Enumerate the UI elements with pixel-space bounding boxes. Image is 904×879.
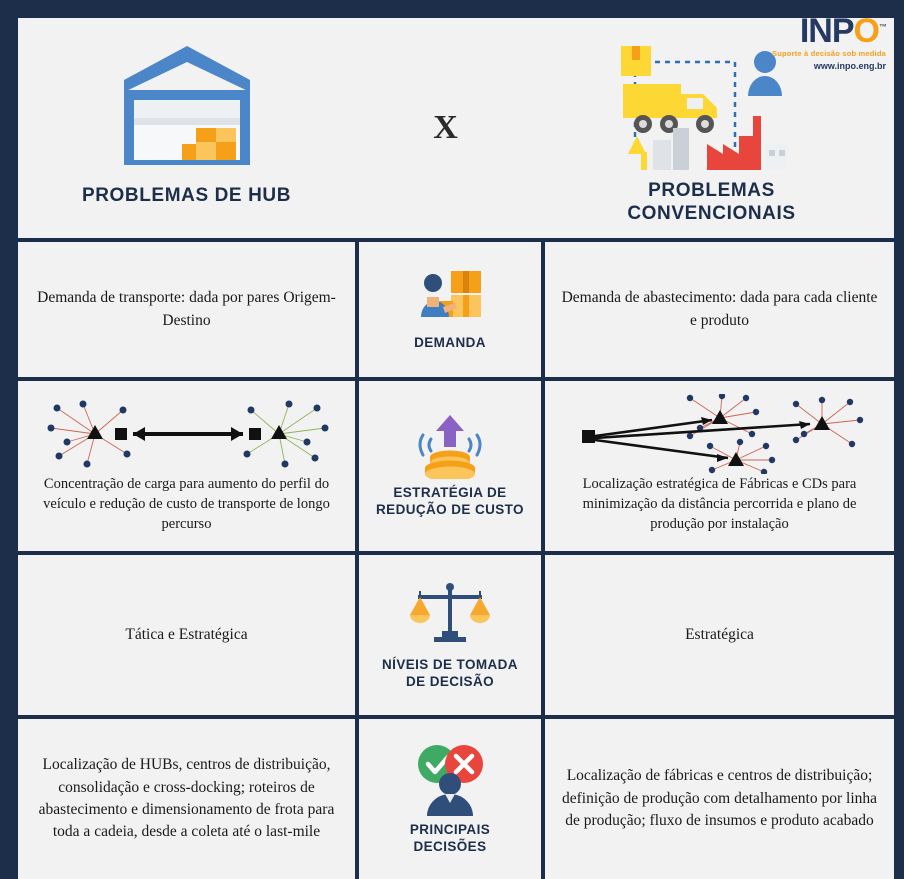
cell-hub-decisoes [18, 719, 355, 879]
hub-niveis-text: Tática e Estratégica [125, 625, 248, 643]
header-right-title [627, 180, 795, 226]
cell-hub-estrategia [18, 381, 355, 551]
criterion-label-decisoes [410, 822, 490, 856]
conv-decisoes-text: Localização de fábricas e centros de distribuição; definição de produção com detalhamento por linha de produção; fluxo de insumos e produto acabado [561, 767, 878, 830]
criterion-label-estrategia-line2: REDUÇÃO DE CUSTO [376, 502, 524, 517]
warehouse-icon [112, 32, 262, 167]
criterion-label-decisoes-line2: DECISÕES [413, 839, 487, 854]
criterion-label-niveis [382, 657, 518, 691]
hub-demanda-text: Demanda de transporte: dada por pares Origem-Destino [37, 289, 336, 329]
cell-criterion-estrategia [359, 381, 541, 551]
conv-niveis-text: Estratégica [685, 625, 754, 643]
criterion-label-estrategia-line1: ESTRATÉGIA DE [393, 485, 507, 501]
criterion-label-decisoes-line1: PRINCIPAIS [409, 822, 491, 838]
comparison-grid [18, 12, 886, 854]
header-right-title-line1: PROBLEMAS [648, 180, 775, 201]
cell-conv-decisoes [545, 719, 894, 879]
header-right-title-line2: CONVENCIONAIS [627, 202, 796, 224]
hub-estrategia-text: Concentração de carga para aumento do perfil do veículo e redução de custo de transporte de longo percurso [43, 475, 330, 533]
cell-hub-demanda [18, 242, 355, 377]
logo-wordmark [746, 14, 886, 48]
direct-network-three-clusters-diagram [545, 394, 894, 474]
logo-o: O [853, 12, 879, 50]
cell-conv-estrategia [545, 381, 894, 551]
scales-balance-icon [408, 579, 492, 651]
header-right [537, 12, 886, 238]
person-boxes-icon [413, 267, 487, 329]
criterion-label-estrategia [376, 485, 524, 519]
header-left-title: PROBLEMAS DE HUB [81, 185, 292, 206]
cell-hub-niveis [18, 555, 355, 715]
cell-conv-niveis [545, 555, 894, 715]
inpo-logo [746, 14, 886, 71]
cell-criterion-niveis [359, 555, 541, 715]
criterion-label-niveis-line2: DE DECISÃO [405, 674, 494, 689]
coins-up-arrow-icon [415, 413, 485, 479]
cell-conv-demanda [545, 242, 894, 377]
check-cross-person-icon [407, 742, 493, 816]
conv-estrategia-text: Localização estratégica de Fábricas e CDs para minimização da distância percorrida e plano de produção por instalação [582, 475, 857, 533]
conv-demanda-text: Demanda de abastecimento: dada para cada cliente e produto [561, 289, 878, 329]
header-separator-cell [355, 18, 537, 238]
logo-tagline: Suporte à decisão sob medida [772, 49, 886, 58]
logo-p: P [831, 12, 854, 50]
criterion-label-niveis-line1: NÍVEIS DE TOMADA [382, 657, 518, 673]
cell-criterion-demanda [359, 242, 541, 377]
header-row [18, 12, 894, 238]
logo-tm: ™ [879, 22, 886, 32]
cell-criterion-decisoes [359, 719, 541, 879]
logo-in: IN [799, 12, 832, 50]
versus-separator: X [433, 109, 459, 146]
header-left [18, 18, 355, 238]
hub-network-two-hubs-diagram [18, 394, 355, 474]
logo-url: www.inpo.eng.br [813, 61, 886, 71]
criterion-label-demanda: DEMANDA [414, 335, 486, 351]
hub-decisoes-text: Localização de HUBs, centros de distribuição, consolidação e cross-docking; roteiros de abastecimento e dimensionamento de frota para toda a cadeia, desde a coleta até o last-mile [38, 756, 335, 841]
